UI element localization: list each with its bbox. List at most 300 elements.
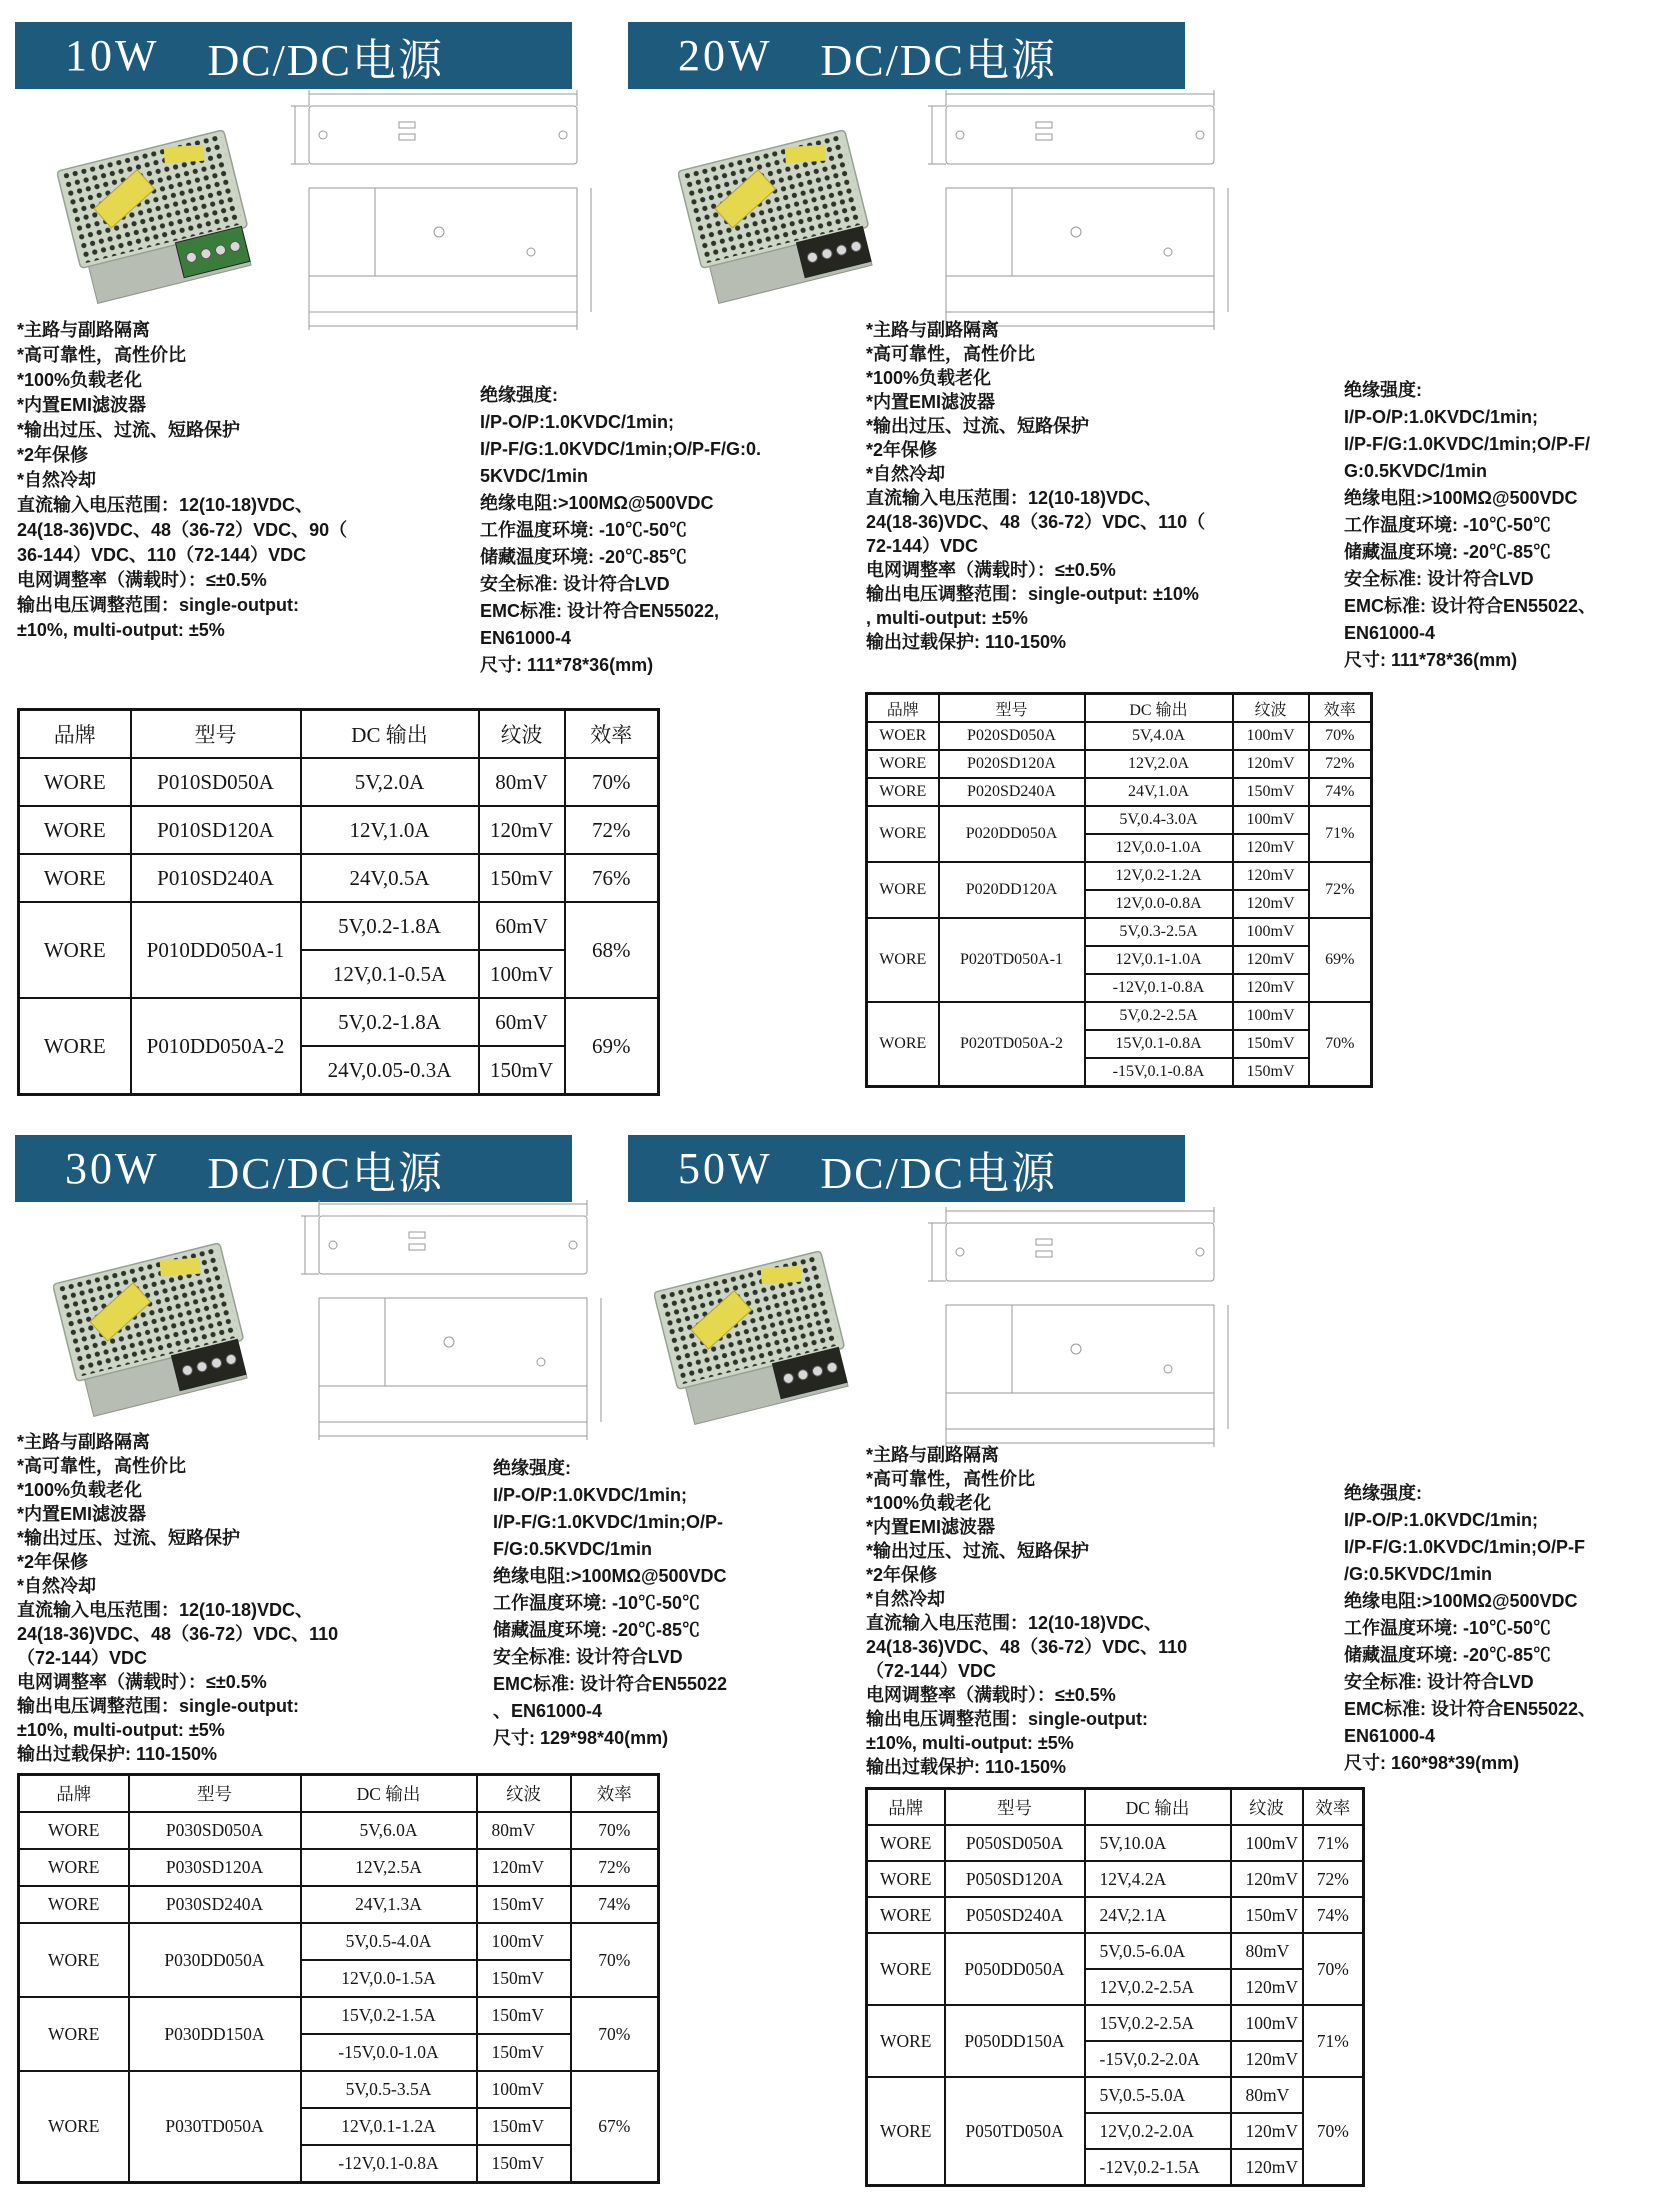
spec-line: 安全标准: 设计符合LVD [493,1647,683,1667]
section-banner [628,22,1185,89]
spec-line: 工作温度环境: -10℃-50℃ [1344,515,1552,535]
table-row [19,758,659,806]
dc-output-cell: 12V,0.0-1.5A [301,1960,477,1997]
efficiency-cell: 72% [565,806,659,854]
brand-cell: WORE [19,1886,129,1923]
section-banner [15,22,572,89]
feature-line: *自然冷却 [17,1576,97,1596]
ripple-cell: 100mV [477,1923,571,1960]
efficiency-cell: 74% [1309,778,1372,806]
dc-output-cell: 24V,2.1A [1085,1897,1231,1933]
table-row [19,902,659,950]
spec-line: 尺寸: 111*78*36(mm) [1344,650,1518,670]
section-50w [628,1135,1663,2197]
feature-line: 电网调整率（满载时）：≤±0.5% [17,1672,267,1692]
feature-line: *内置EMI滤波器 [866,1517,996,1537]
dc-output-cell: 12V,0.2-1.2A [1085,862,1233,890]
brand-cell: WORE [19,1923,129,1997]
spec-line: EN61000-4 [480,628,572,648]
table-row [19,1886,659,1923]
model-cell: P010SD240A [131,854,301,902]
ripple-cell: 150mV [477,2108,571,2145]
section-power-label: 30W [65,1144,160,1193]
dc-output-cell: 12V,0.0-1.0A [1085,834,1233,862]
brand-cell: WORE [19,1849,129,1886]
spec-line: 储藏温度环境: -20℃-85℃ [1344,542,1552,562]
spec-table [865,692,1373,1088]
table-row [867,1933,1364,1969]
efficiency-cell: 76% [565,854,659,902]
spec-line: 工作温度环境: -10℃-50℃ [480,520,688,540]
column-header: DC 输出 [301,1775,477,1813]
feature-line: *2年保修 [17,445,89,465]
feature-line: *自然冷却 [17,470,97,490]
feature-line: *高可靠性，高性价比 [866,344,1036,364]
column-header: 型号 [131,710,301,759]
column-header: 纹波 [479,710,565,759]
model-cell: P050TD050A [945,2077,1085,2186]
dc-output-cell: 15V,0.2-1.5A [301,1997,477,2034]
column-header: 型号 [129,1775,301,1813]
ripple-cell: 150mV [1233,1030,1309,1058]
feature-line: *2年保修 [866,1565,938,1585]
dc-output-cell: 5V,0.3-2.5A [1085,918,1233,946]
feature-line: 输出电压调整范围：single-output: [17,1696,299,1716]
brand-cell: WORE [19,1997,129,2071]
feature-line: *2年保修 [17,1552,89,1572]
brand-cell: WORE [867,750,939,778]
ripple-cell: 150mV [479,854,565,902]
table-row [867,1002,1372,1030]
product-photo [678,94,878,344]
dc-output-cell: 5V,2.0A [301,758,479,806]
efficiency-cell: 74% [571,1886,659,1923]
ripple-cell: 150mV [477,2145,571,2183]
table-row [867,1861,1364,1897]
spec-line: EMC标准: 设计符合EN55022、 [1344,596,1597,616]
ripple-cell: 150mV [479,1046,565,1095]
brand-cell: WORE [867,1933,945,2005]
feature-list [17,1430,477,1766]
table-row [19,2071,659,2108]
spec-line: 绝缘电阻:>100MΩ@500VDC [480,493,714,513]
feature-list [17,318,472,643]
brand-cell: WORE [19,806,131,854]
efficiency-cell: 70% [571,1923,659,1997]
spec-line: F/G:0.5KVDC/1min [493,1539,653,1559]
model-cell: P030TD050A [129,2071,301,2183]
spec-line: /G:0.5KVDC/1min [1344,1564,1493,1584]
dc-output-cell: 12V,4.2A [1085,1861,1231,1897]
feature-line: 电网调整率（满载时）：≤±0.5% [866,1685,1116,1705]
feature-line: *100%负载老化 [866,1493,992,1513]
table-row [19,1812,659,1849]
feature-line: 直流输入电压范围：12(10-18)VDC、 [866,1613,1163,1633]
efficiency-cell: 70% [571,1812,659,1849]
spec-line: 5KVDC/1min [480,466,589,486]
table-row [867,806,1372,834]
section-power-label: 10W [65,31,160,80]
product-photo [53,1207,253,1457]
feature-line: 72-144）VDC [866,536,979,556]
ripple-cell: 120mV [1233,750,1309,778]
table-header-row [867,694,1372,723]
column-header: 效率 [571,1775,659,1813]
ripple-cell: 80mV [477,1812,571,1849]
spec-line: 安全标准: 设计符合LVD [480,574,670,594]
brand-cell: WORE [867,1861,945,1897]
column-header: 型号 [945,1789,1085,1826]
brand-cell: WORE [867,1897,945,1933]
feature-line: 24(18-36)VDC、48（36-72）VDC、110（ [866,512,1206,532]
feature-line: *主路与副路隔离 [17,320,151,340]
efficiency-cell: 70% [1303,2077,1364,2186]
feature-list [866,318,1346,654]
dc-output-cell: 5V,0.2-2.5A [1085,1002,1233,1030]
spec-table [17,1773,660,2184]
feature-list [866,1443,1346,1779]
spec-line: EMC标准: 设计符合EN55022 [493,1674,728,1694]
feature-line: （72-144）VDC [17,1648,148,1668]
feature-line: *主路与副路隔离 [866,320,1000,340]
table-row [867,918,1372,946]
spec-line: 安全标准: 设计符合LVD [1344,569,1534,589]
model-cell: P020DD120A [939,862,1085,918]
dc-output-cell: 5V,0.2-1.8A [301,902,479,950]
ripple-cell: 100mV [477,2071,571,2108]
insulation-spec-list [1344,377,1663,674]
column-header: 纹波 [1233,694,1309,723]
dimension-drawing [279,80,614,348]
spec-line: 绝缘电阻:>100MΩ@500VDC [493,1566,727,1586]
spec-line: 工作温度环境: -10℃-50℃ [493,1593,701,1613]
feature-line: *输出过压、过流、短路保护 [866,416,1090,436]
feature-line: 24(18-36)VDC、48（36-72）VDC、110 [17,1624,339,1644]
ripple-cell: 100mV [1231,1825,1303,1861]
dc-output-cell: 5V,6.0A [301,1812,477,1849]
model-cell: P030DD050A [129,1923,301,1997]
feature-line: *内置EMI滤波器 [17,1504,147,1524]
efficiency-cell: 72% [1309,750,1372,778]
dc-output-cell: 24V,1.0A [1085,778,1233,806]
dc-output-cell: -12V,0.1-0.8A [301,2145,477,2183]
feature-line: *100%负载老化 [866,368,992,388]
model-cell: P050DD050A [945,1933,1085,2005]
feature-line: *100%负载老化 [17,1480,143,1500]
column-header: 效率 [565,710,659,759]
ripple-cell: 80mV [1231,1933,1303,1969]
spec-line: I/P-F/G:1.0KVDC/1min;O/P- [493,1512,724,1532]
section-title: DC/DC电源 [820,35,1058,85]
feature-line: *100%负载老化 [17,370,143,390]
brand-cell: WORE [19,2071,129,2183]
table-row [867,1825,1364,1861]
dc-output-cell: -15V,0.1-0.8A [1085,1058,1233,1087]
feature-line: 电网调整率（满载时）：≤±0.5% [866,560,1116,580]
ripple-cell: 120mV [1233,974,1309,1002]
brand-cell: WORE [867,918,939,1002]
dc-output-cell: -12V,0.2-1.5A [1085,2149,1231,2186]
ripple-cell: 150mV [477,1886,571,1923]
column-header: DC 输出 [1085,694,1233,723]
ripple-cell: 100mV [479,950,565,998]
spec-line: 尺寸: 129*98*40(mm) [493,1728,669,1748]
feature-line: ±10%, multi-output: ±5% [866,1733,1074,1753]
model-cell: P020SD050A [939,722,1085,750]
efficiency-cell: 67% [571,2071,659,2183]
column-header: 效率 [1303,1789,1364,1826]
dc-output-cell: 12V,0.1-0.5A [301,950,479,998]
feature-line: *自然冷却 [866,464,946,484]
feature-line: 输出电压调整范围：single-output: [866,1709,1148,1729]
model-cell: P020SD240A [939,778,1085,806]
feature-line: *高可靠性，高性价比 [17,345,187,365]
table-row [867,750,1372,778]
spec-line: G:0.5KVDC/1min [1344,461,1488,481]
model-cell: P020DD050A [939,806,1085,862]
brand-cell: WORE [867,778,939,806]
feature-line: *主路与副路隔离 [866,1445,1000,1465]
table-row [867,2077,1364,2113]
brand-cell: WORE [867,1825,945,1861]
ripple-cell: 120mV [479,806,565,854]
ripple-cell: 120mV [1231,1969,1303,2005]
spec-line: I/P-F/G:1.0KVDC/1min;O/P-F/ [1344,434,1591,454]
dc-output-cell: 12V,0.1-1.0A [1085,946,1233,974]
model-cell: P030SD050A [129,1812,301,1849]
ripple-cell: 100mV [1233,1002,1309,1030]
table-row [19,806,659,854]
ripple-cell: 80mV [479,758,565,806]
ripple-cell: 100mV [1233,918,1309,946]
dc-output-cell: 12V,0.2-2.0A [1085,2113,1231,2149]
spec-table [17,708,660,1096]
column-header: DC 输出 [1085,1789,1231,1826]
model-cell: P030SD120A [129,1849,301,1886]
dc-output-cell: 12V,2.0A [1085,750,1233,778]
brand-cell: WORE [19,902,131,998]
column-header: 效率 [1309,694,1372,723]
dc-output-cell: -15V,0.0-1.0A [301,2034,477,2071]
product-photo [654,1215,854,1465]
table-row [19,854,659,902]
dc-output-cell: -15V,0.2-2.0A [1085,2041,1231,2077]
feature-line: 24(18-36)VDC、48（36-72）VDC、90（ [17,520,348,540]
dc-output-cell: 24V,0.05-0.3A [301,1046,479,1095]
spec-table-wrap [865,692,1373,1088]
dc-output-cell: 15V,0.2-2.5A [1085,2005,1231,2041]
section-title: DC/DC电源 [820,1148,1058,1198]
feature-line: 24(18-36)VDC、48（36-72）VDC、110 [866,1637,1188,1657]
efficiency-cell: 69% [1309,918,1372,1002]
dc-output-cell: 5V,0.4-3.0A [1085,806,1233,834]
feature-line: *自然冷却 [866,1589,946,1609]
spec-line: I/P-F/G:1.0KVDC/1min;O/P-F/G:0. [480,439,762,459]
spec-line: 尺寸: 160*98*39(mm) [1344,1753,1520,1773]
efficiency-cell: 71% [1309,806,1372,862]
column-header: 品牌 [19,1775,129,1813]
feature-line: *内置EMI滤波器 [17,395,147,415]
feature-line: （72-144）VDC [866,1661,997,1681]
dc-output-cell: 24V,1.3A [301,1886,477,1923]
brand-cell: WORE [867,2077,945,2186]
ripple-cell: 120mV [1231,2113,1303,2149]
spec-line: I/P-O/P:1.0KVDC/1min; [1344,407,1539,427]
insulation-spec-list [1344,1480,1663,1777]
dc-output-cell: 5V,0.5-6.0A [1085,1933,1231,1969]
efficiency-cell: 69% [565,998,659,1095]
ripple-cell: 150mV [1233,778,1309,806]
spec-line: I/P-O/P:1.0KVDC/1min; [1344,1510,1539,1530]
column-header: 型号 [939,694,1085,723]
feature-line: *内置EMI滤波器 [866,392,996,412]
table-header-row [19,710,659,759]
efficiency-cell: 70% [1303,1933,1364,2005]
table-row [867,1897,1364,1933]
feature-line: ±10%, multi-output: ±5% [17,1720,225,1740]
dc-output-cell: 12V,0.2-2.5A [1085,1969,1231,2005]
model-cell: P050SD050A [945,1825,1085,1861]
column-header: DC 输出 [301,710,479,759]
ripple-cell: 120mV [1233,946,1309,974]
spec-line: EN61000-4 [1344,623,1436,643]
brand-cell: WORE [19,998,131,1095]
spec-line: 尺寸: 111*78*36(mm) [480,655,654,675]
dc-output-cell: 12V,1.0A [301,806,479,854]
model-cell: P010DD050A-2 [131,998,301,1095]
ripple-cell: 150mV [477,1960,571,1997]
table-row [19,1849,659,1886]
feature-line: 输出电压调整范围：single-output: ±10% [866,584,1199,604]
brand-cell: WOER [867,722,939,750]
brand-cell: WORE [867,862,939,918]
model-cell: P050SD240A [945,1897,1085,1933]
spec-line: 、EN61000-4 [493,1701,603,1721]
spec-line: 储藏温度环境: -20℃-85℃ [480,547,688,567]
model-cell: P050DD150A [945,2005,1085,2077]
section-title: DC/DC电源 [207,1148,445,1198]
ripple-cell: 150mV [477,2034,571,2071]
feature-line: 输出过载保护: 110-150% [866,632,1067,652]
brand-cell: WORE [867,1002,939,1087]
spec-line: 绝缘电阻:>100MΩ@500VDC [1344,1591,1578,1611]
ripple-cell: 120mV [1233,862,1309,890]
spec-table-wrap [865,1787,1365,2187]
dc-output-cell: 5V,0.2-1.8A [301,998,479,1046]
ripple-cell: 120mV [477,1849,571,1886]
table-row [867,862,1372,890]
efficiency-cell: 74% [1303,1897,1364,1933]
ripple-cell: 120mV [1231,1861,1303,1897]
ripple-cell: 150mV [1231,1897,1303,1933]
spec-table [865,1787,1365,2187]
feature-line: 输出过载保护: 110-150% [17,1744,218,1764]
column-header: 品牌 [867,1789,945,1826]
spec-line: I/P-O/P:1.0KVDC/1min; [480,412,675,432]
section-banner [628,1135,1185,1202]
feature-line: 输出电压调整范围：single-output: [17,595,299,615]
spec-line: I/P-O/P:1.0KVDC/1min; [493,1485,688,1505]
efficiency-cell: 72% [571,1849,659,1886]
efficiency-cell: 71% [1303,2005,1364,2077]
feature-line: ±10%, multi-output: ±5% [17,620,225,640]
spec-line: 绝缘强度: [493,1458,571,1478]
dc-output-cell: 5V,4.0A [1085,722,1233,750]
product-photo [57,94,257,344]
section-20w [628,22,1663,1102]
feature-line: , multi-output: ±5% [866,608,1028,628]
section-power-label: 50W [678,1144,773,1193]
dc-output-cell: 12V,2.5A [301,1849,477,1886]
spec-line: 绝缘强度: [480,385,558,405]
model-cell: P030DD150A [129,1997,301,2071]
spec-line: 绝缘强度: [1344,1483,1422,1503]
model-cell: P020SD120A [939,750,1085,778]
spec-line: I/P-F/G:1.0KVDC/1min;O/P-F [1344,1537,1586,1557]
model-cell: P010SD050A [131,758,301,806]
feature-line: *高可靠性，高性价比 [866,1469,1036,1489]
spec-line: 绝缘强度: [1344,380,1422,400]
spec-table-wrap [17,708,660,1096]
ripple-cell: 100mV [1233,722,1309,750]
model-cell: P030SD240A [129,1886,301,1923]
ripple-cell: 60mV [479,998,565,1046]
brand-cell: WORE [867,806,939,862]
ripple-cell: 100mV [1231,2005,1303,2041]
efficiency-cell: 71% [1303,1825,1364,1861]
brand-cell: WORE [19,854,131,902]
table-row [867,778,1372,806]
table-row [19,1923,659,1960]
dc-output-cell: 15V,0.1-0.8A [1085,1030,1233,1058]
feature-line: 输出过载保护: 110-150% [866,1757,1067,1777]
feature-line: 直流输入电压范围：12(10-18)VDC、 [17,495,314,515]
spec-line: 储藏温度环境: -20℃-85℃ [1344,1645,1552,1665]
feature-line: 直流输入电压范围：12(10-18)VDC、 [17,1600,314,1620]
ripple-cell: 120mV [1231,2149,1303,2186]
efficiency-cell: 70% [1309,1002,1372,1087]
section-title: DC/DC电源 [207,35,445,85]
model-cell: P050SD120A [945,1861,1085,1897]
section-power-label: 20W [678,31,773,80]
brand-cell: WORE [867,2005,945,2077]
table-row [867,722,1372,750]
spec-line: 储藏温度环境: -20℃-85℃ [493,1620,701,1640]
ripple-cell: 150mV [1233,1058,1309,1087]
dc-output-cell: -12V,0.1-0.8A [1085,974,1233,1002]
dc-output-cell: 12V,0.1-1.2A [301,2108,477,2145]
model-cell: P020TD050A-2 [939,1002,1085,1087]
table-row [867,2005,1364,2041]
dc-output-cell: 12V,0.0-0.8A [1085,890,1233,918]
model-cell: P020TD050A-1 [939,918,1085,1002]
ripple-cell: 120mV [1233,890,1309,918]
dc-output-cell: 5V,0.5-4.0A [301,1923,477,1960]
model-cell: P010DD050A-1 [131,902,301,998]
feature-line: *高可靠性，高性价比 [17,1456,187,1476]
feature-line: *输出过压、过流、短路保护 [17,1528,241,1548]
efficiency-cell: 70% [565,758,659,806]
feature-line: *输出过压、过流、短路保护 [866,1541,1090,1561]
dc-output-cell: 5V,10.0A [1085,1825,1231,1861]
column-header: 品牌 [867,694,939,723]
dc-output-cell: 5V,0.5-3.5A [301,2071,477,2108]
brand-cell: WORE [19,758,131,806]
brand-cell: WORE [19,1812,129,1849]
feature-line: *输出过压、过流、短路保护 [17,420,241,440]
spec-line: 工作温度环境: -10℃-50℃ [1344,1618,1552,1638]
feature-line: *2年保修 [866,440,938,460]
